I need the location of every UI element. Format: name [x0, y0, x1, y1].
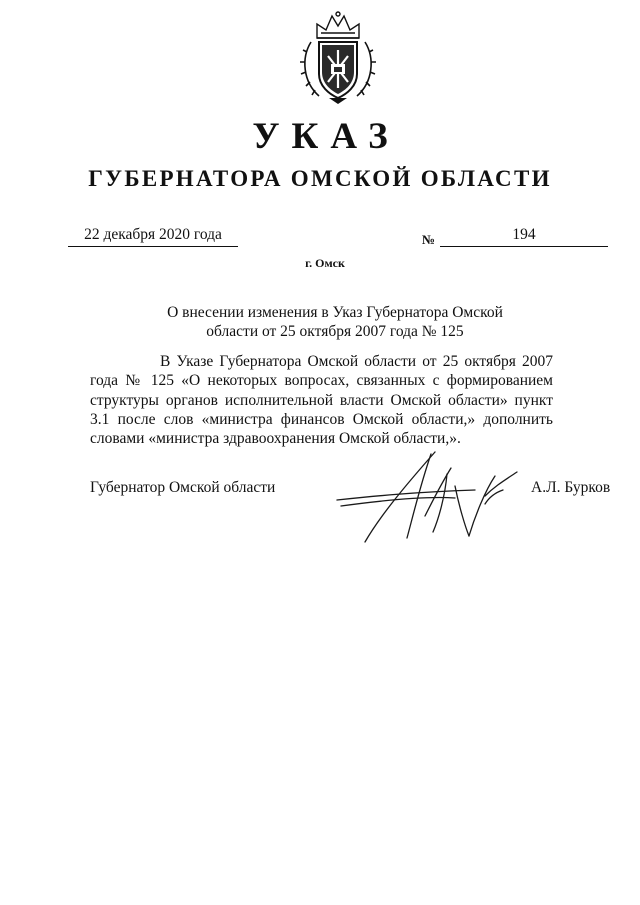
- document-city: г. Омск: [305, 256, 345, 270]
- subject-line-2: области от 25 октября 2007 года № 125: [206, 323, 464, 340]
- document-number: 194: [512, 226, 536, 243]
- date-underline: [68, 246, 238, 247]
- document-subject: [150, 303, 520, 341]
- number-underline: [440, 246, 608, 247]
- signature-icon: [335, 446, 535, 548]
- document-type-heading: УКАЗ: [252, 116, 400, 157]
- number-label: №: [422, 232, 436, 247]
- signer-name: А.Л. Бурков: [531, 479, 611, 496]
- document-date: 22 декабря 2020 года: [84, 226, 222, 243]
- coat-of-arms-icon: [297, 8, 379, 106]
- document-body-paragraph: В Указе Губернатора Омской области от 25 октября 2007 года № 125 «О некоторых вопросах, связанных с формированием структуры органов исполнительной власти Омской области» пункт 3.1 после слов «министра финансов Омской области,» дополнить словами «министра здравоохранения Омской области,».: [90, 353, 553, 448]
- signer-title: Губернатор Омской области: [90, 479, 276, 496]
- subject-line-1: О внесении изменения в Указ Губернатора Омской: [167, 304, 503, 321]
- issuer-heading: ГУБЕРНАТОРА ОМСКОЙ ОБЛАСТИ: [88, 166, 552, 191]
